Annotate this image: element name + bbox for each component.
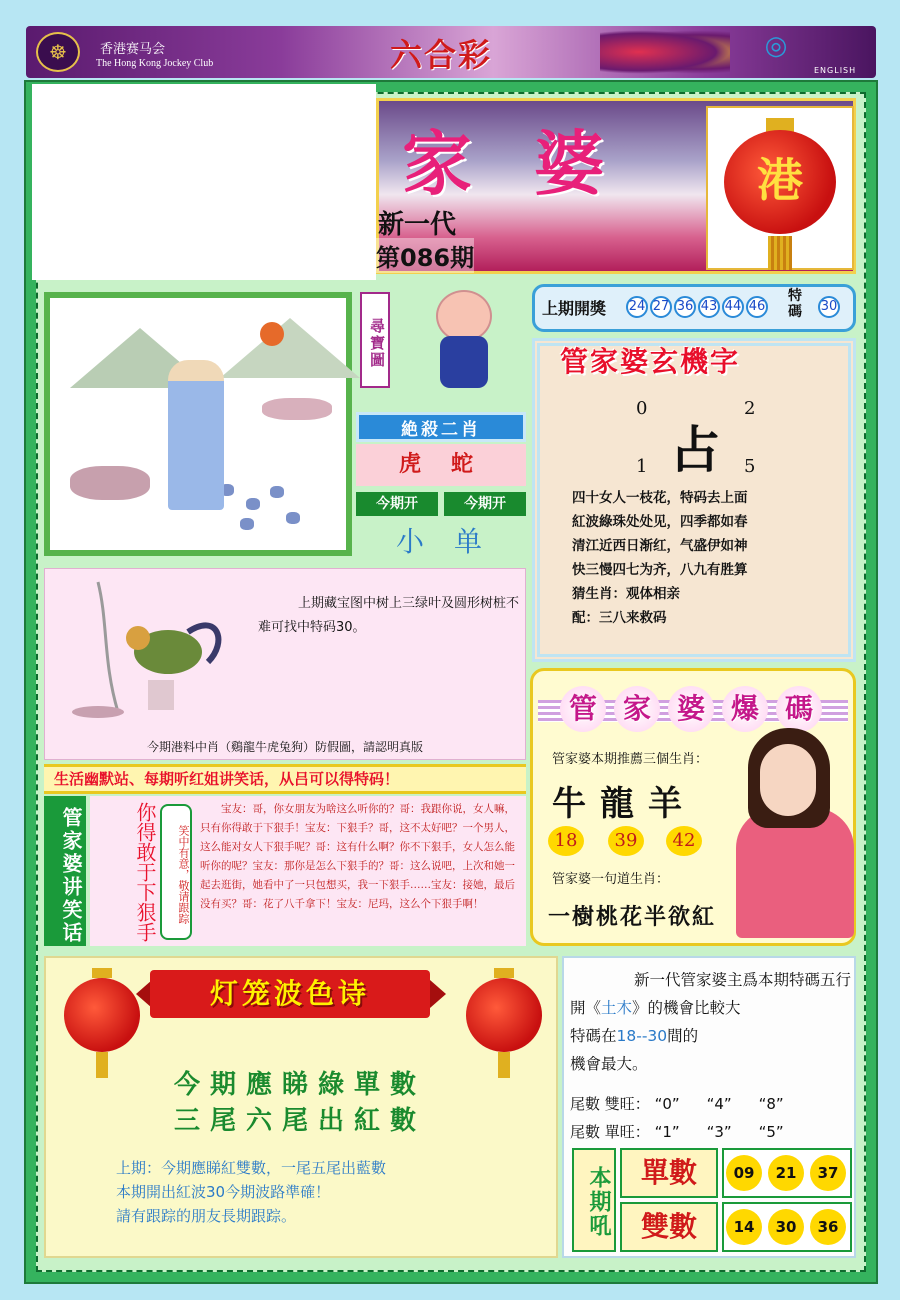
tail-even: “4”: [706, 1095, 732, 1113]
lantern-icon: 港: [724, 130, 836, 234]
forecast-p2: 》的機會比較大: [632, 999, 741, 1017]
poem-line-2: 三尾六尾出紅數: [173, 1106, 426, 1136]
girl-photo-face: [760, 744, 816, 816]
riddle-digit-bl: 1: [636, 456, 648, 477]
riddle-digit-br: 5: [744, 456, 756, 477]
recommend-label: 管家婆本期推薦三個生肖：: [552, 752, 709, 767]
org-name-en: The Hong Kong Jockey Club: [96, 58, 214, 69]
odd-number: 21: [768, 1155, 804, 1191]
scholar-figure: [168, 360, 224, 510]
riddle-line: 清江近西日渐红，气盛伊如神: [572, 538, 748, 554]
burst-title-char: 家: [614, 686, 660, 732]
riddle-digit-tr: 2: [744, 398, 756, 419]
english-link[interactable]: ENGLISH: [814, 66, 857, 75]
tail-even: “0”: [654, 1095, 680, 1113]
jockey-club-logo-icon[interactable]: ☸: [36, 32, 80, 72]
joke-headline: 生活幽默站、每期听红姐讲笑话，从吕可以得特码！: [44, 764, 526, 794]
even-number: 14: [726, 1209, 762, 1245]
tail-even-label: 尾數 雙旺：: [570, 1095, 650, 1113]
poem-note: 請有跟踪的朋友長期跟踪。: [116, 1207, 297, 1225]
special-number-ball: 30: [818, 296, 840, 318]
riddle-text: [572, 486, 844, 630]
burst-title-char: 碼: [776, 686, 822, 732]
hint-phrase: 一樹桃花半欲紅: [548, 905, 717, 930]
forecast-text: [570, 966, 854, 1078]
tail-odd: “5”: [758, 1123, 784, 1141]
odd-number: 37: [810, 1155, 846, 1191]
draw-ball: 24: [626, 296, 648, 318]
joke-side-label: 管家婆讲笑话: [44, 796, 86, 946]
draw-ball: 43: [698, 296, 720, 318]
issue-number: 第086期: [376, 238, 474, 273]
draw-ball: 46: [746, 296, 768, 318]
special-number-label: 特碼: [788, 288, 802, 320]
joke-text: 宝友：哥，你女朋友为啥这么听你的？哥：我跟你说，女人嘛，只有你得敢于下狠手！宝友：下狠手？哥，这不太好吧？一个男人，这么能对女人下狠手呢？哥：这有什么啊？你不下狠手，女人怎么能听你的呢？宝友：那你是怎么下狠手的？哥：这么说吧，上次和她一起去逛街，她看中了一只包想买，我一下狠手……宝友：接她，最后没有买？哥：花了八千拿下！宝友：尼玛，这么个下狠手啊！: [200, 803, 515, 910]
org-name-cn: 香港赛马会: [100, 42, 166, 57]
tail-rows: [570, 1090, 854, 1146]
treasure-map-label: 尋寶圖: [360, 292, 390, 388]
hunt-caption: 今期港料中肖（鷄龍牛虎兔狗）防假圖，請認明真版: [146, 740, 423, 754]
riddle-line: 快三慢四七为齐，八九有胜算: [572, 562, 748, 578]
lantern-tassel: [768, 236, 792, 270]
burst-title-char: 婆: [668, 686, 714, 732]
tail-odd: “3”: [706, 1123, 732, 1141]
lantern-right-icon: [466, 978, 542, 1052]
hunt-text: 上期藏宝图中树上三绿叶及圆形树桩不难可找中特码30。: [258, 596, 520, 635]
even-number: 30: [768, 1209, 804, 1245]
recommended-zodiacs: 牛龍羊: [552, 784, 696, 824]
poem-notes: [116, 1156, 546, 1228]
forecast-p3: 特碼在: [570, 1027, 617, 1045]
recommend-number: 39: [608, 826, 644, 856]
tail-odd: “1”: [654, 1123, 680, 1141]
banner-subtitle: 新一代: [378, 210, 457, 240]
odd-label: 單數: [620, 1148, 718, 1198]
riddle-line: 四十女人一枝花，特码去上面: [572, 490, 748, 506]
poem-note: 本期開出紅波30今期波路準確！: [116, 1183, 331, 1201]
riddle-line: 配：三八来救码: [572, 610, 667, 626]
poem-note: 上期：今期應睇紅雙數，一尾五尾出藍數: [116, 1159, 387, 1177]
forecast-element: 土木: [601, 999, 633, 1017]
today-tag-right: 今期开: [444, 492, 526, 516]
hint-label: 管家婆一句道生肖：: [552, 872, 670, 887]
riddle-title: 管家婆玄機字: [560, 345, 741, 378]
draw-ball: 27: [650, 296, 672, 318]
tail-odd-label: 尾數 單旺：: [570, 1123, 650, 1141]
today-value: 小单: [395, 525, 512, 558]
forecast-p4: 間的: [667, 1027, 699, 1045]
lantern-left-icon: [64, 978, 140, 1052]
even-label: 雙數: [620, 1202, 718, 1252]
odd-number: 09: [726, 1155, 762, 1191]
poem-title: 灯笼波色诗: [209, 977, 370, 1010]
draw-ball: 44: [722, 296, 744, 318]
hkjc-rings-icon: ◎: [764, 31, 788, 61]
forecast-p5: 機會最大。: [570, 1055, 648, 1073]
pig-mascot-body: [440, 336, 488, 388]
joke-title: 你得敢于下狠手: [133, 802, 157, 942]
even-number: 36: [810, 1209, 846, 1245]
forecast-p1: 新一代管家婆主爲本期特碼五行開《: [570, 971, 852, 1017]
horses-image: [600, 30, 730, 74]
lottery-title: 六合彩: [390, 36, 493, 74]
forecast-side-label: 本期吼: [572, 1148, 616, 1252]
riddle-digit-tl: 0: [636, 398, 648, 419]
joke-subtitle: 笑中有意，敬请跟踪: [160, 804, 192, 940]
tail-even: “8”: [758, 1095, 784, 1113]
burst-title-char: 管: [560, 686, 606, 732]
poem-line-1: 今期應睇綠單數: [173, 1070, 426, 1100]
rooster-picture: [58, 572, 238, 722]
riddle-character: 占: [670, 421, 720, 479]
recommend-number: 18: [548, 826, 584, 856]
ribbon-tail-right: [430, 980, 446, 1008]
burst-title-char: 爆: [722, 686, 768, 732]
pig-mascot-head: [436, 290, 492, 342]
kill-two-zodiac-title: 絶殺二肖: [356, 412, 526, 442]
kill-two-zodiac-value: 虎蛇: [356, 444, 526, 486]
banner-title: 家婆: [402, 122, 666, 205]
draw-ball: 36: [674, 296, 696, 318]
blank-area: [32, 84, 376, 280]
previous-draw-label: 上期開獎: [542, 299, 607, 318]
forecast-range: 18--30: [616, 1027, 668, 1045]
riddle-line: 紅波綠珠处处见，四季都如春: [572, 514, 748, 530]
today-tag-left: 今期开: [356, 492, 438, 516]
riddle-line: 猜生肖：观体相亲: [572, 586, 680, 602]
recommend-number: 42: [666, 826, 702, 856]
